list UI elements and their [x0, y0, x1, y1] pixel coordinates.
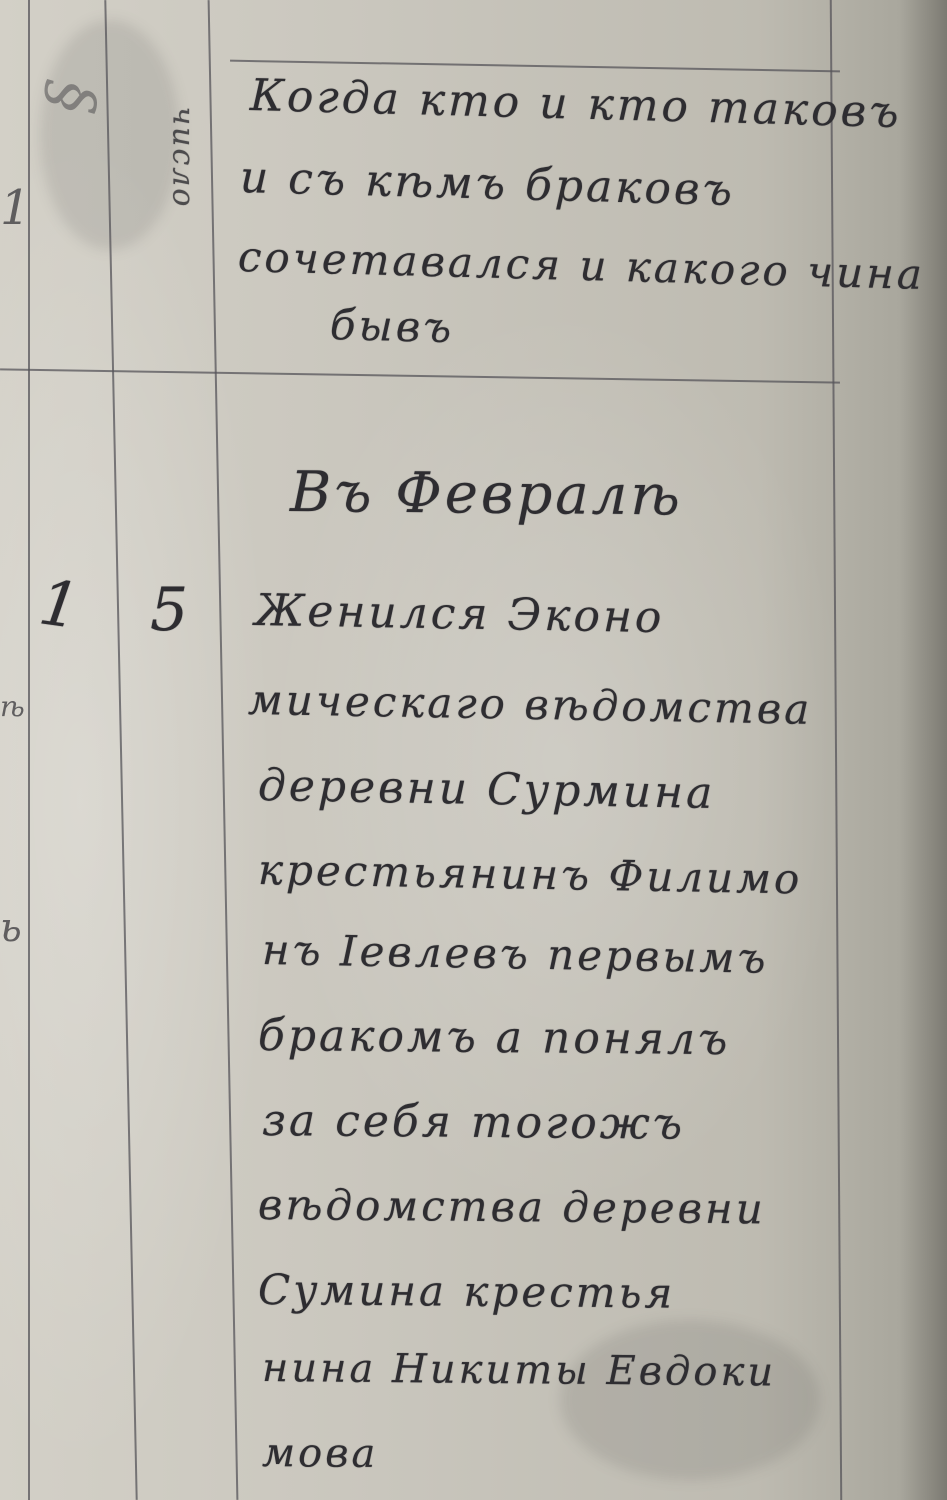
- header-line: Когда кто и кто таковъ: [249, 70, 903, 139]
- ink-smudge: [560, 1320, 820, 1480]
- row-rule: [230, 60, 840, 73]
- margin-scribble: §: [32, 77, 110, 117]
- entry-day: 5: [150, 575, 189, 645]
- header-line: и съ кѣмъ браковъ: [239, 152, 736, 216]
- entry-line: Женился Эконо: [254, 585, 665, 644]
- column-rule: [208, 0, 239, 1500]
- entry-line: нъ Іевлевъ первымъ: [261, 925, 769, 983]
- margin-digit-fragment: 1: [0, 180, 31, 236]
- entry-line: вѣдомства деревни: [257, 1180, 766, 1234]
- margin-letter-fragment: ѣ: [0, 690, 25, 723]
- header-line: бывъ: [329, 300, 455, 353]
- entry-number: 1: [34, 565, 85, 644]
- entry-line: мическаго вѣдомства: [247, 675, 813, 734]
- month-heading: Въ Февралѣ: [289, 460, 684, 529]
- margin-letter-fragment: ь: [0, 905, 22, 951]
- entry-line: за себя тогожъ: [261, 1095, 686, 1150]
- entry-line: крестьянинъ Филимо: [257, 845, 803, 904]
- header-line: сочетавался и какого чина: [237, 232, 926, 299]
- row-rule: [0, 368, 840, 383]
- entry-line: мова: [261, 1430, 379, 1478]
- entry-line: нина Никиты Евдоки: [261, 1345, 777, 1396]
- entry-line: бракомъ а понялъ: [257, 1010, 731, 1066]
- column-rule: [830, 0, 842, 1500]
- entry-line: Сумина крестья: [257, 1265, 676, 1318]
- header-date-label: число: [165, 106, 201, 209]
- entry-line: деревни Сурмина: [257, 760, 716, 819]
